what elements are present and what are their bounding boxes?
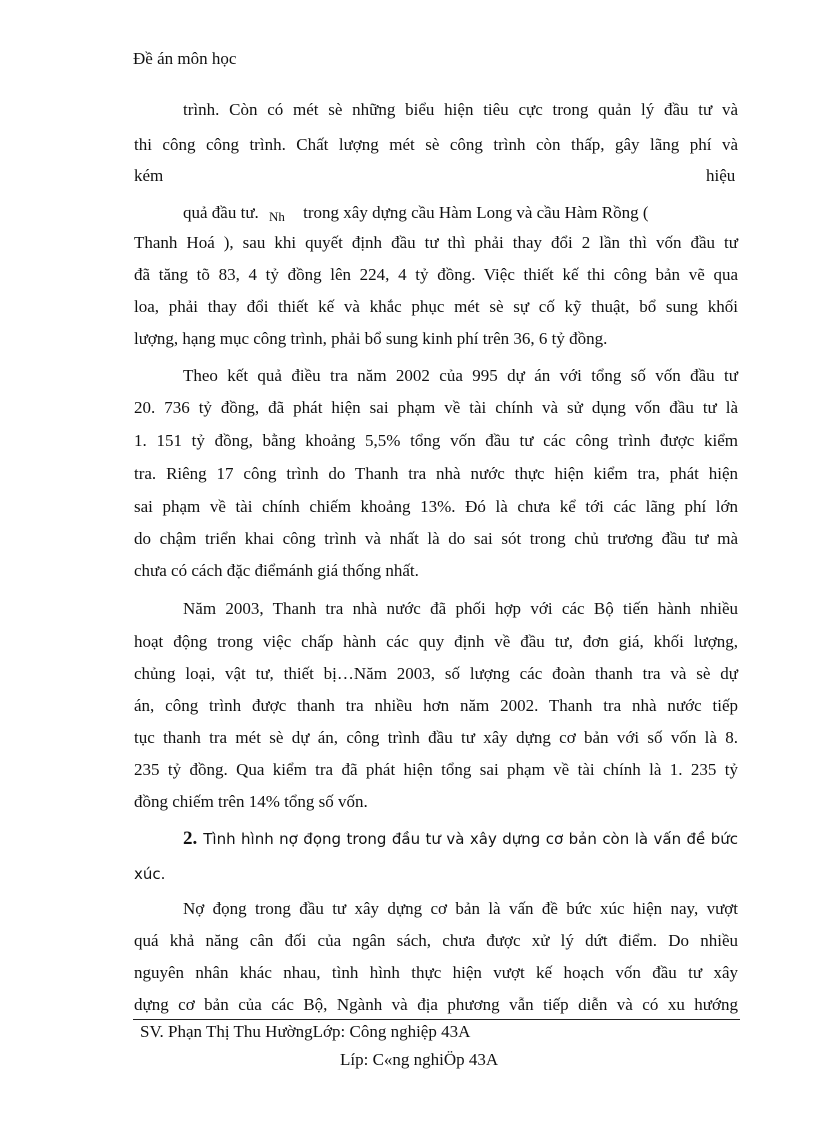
p2-line-7: chưa có cách đặc điểmánh giá thống nhất. [134,561,419,580]
p3-line-6: 235 tỷ đồng. Qua kiểm tra đã phát hiện tổng sai phạm về tài chính là 1. 235 tỷ [134,760,738,779]
p2-line-6: do chậm triển khai công trình và nhất là do sai sót trong chủ trương đầu tư mà [134,529,738,548]
footer-author: SV. Phạn Thị Thu HườngLớp: Công nghiệp 43A [140,1022,471,1041]
p4-line-1: Nợ đọng trong đầu tư xây dựng cơ bản là vấn đề bức xúc hiện nay, vượt [183,899,738,918]
p1-line-4-end: trong xây dựng cầu Hàm Long và cầu Hàm Rồng ( [303,203,649,222]
p1-line-4-fragment: Nh [269,209,285,224]
p3-line-2: hoạt động trong việc chấp hành các quy định về đầu tư, đơn giá, khối lượng, [134,632,738,651]
p3-line-1: Năm 2003, Thanh tra nhà nước đã phối hợp với các Bộ tiến hành nhiều [183,599,738,618]
p3-line-4: án, công trình được thanh tra nhiều hơn năm 2002. Thanh tra nhà nước tiếp [134,696,738,715]
p3-line-5: tục thanh tra mét sè dự án, công trình đầu tư xây dựng cơ bản với số vốn là 8. [134,728,738,747]
p1-line-1: trình. Còn có mét sè những biểu hiện tiêu cực trong quản lý đầu tư và [183,100,738,119]
p1-line-3-left: kém [134,166,164,185]
p3-line-7: đồng chiếm trên 14% tổng số vốn. [134,792,368,811]
footer-class: Líp: C«ng nghiÖp 43A [340,1050,499,1069]
p3-line-3: chủng loại, vật tư, thiết bị…Năm 2003, số lượng các đoàn thanh tra và sè dự [134,664,738,683]
p4-line-4: dựng cơ bản của các Bộ, Ngành và địa phương vẫn tiếp diễn và có xu hướng [134,995,738,1014]
p4-line-3: nguyên nhân khác nhau, tình hình thực hiện vượt kế hoạch vốn đầu tư xây [134,963,738,982]
footer-divider [133,1019,740,1020]
section-heading-text: Tình hình nợ đọng trong đầu tư và xây dựng cơ bản còn là vấn đề bức [203,830,738,848]
page-header: Đề án môn học [133,49,237,68]
p2-line-4: tra. Riêng 17 công trình do Thanh tra nhà nước thực hiện kiểm tra, phát hiện [134,464,738,483]
p1-line-5: Thanh Hoá ), sau khi quyết định đầu tư thì phải thay đổi 2 lần thì vốn đầu tư [134,233,738,252]
p1-line-4 [183,203,649,224]
p2-line-3: 1. 151 tỷ đồng, bằng khoảng 5,5% tổng vốn đầu tư các công trình được kiểm [134,431,738,450]
p1-line-2: thi công công trình. Chất lượng mét sè công trình còn thấp, gây lãng phí và [134,135,738,154]
p1-line-6: đã tăng tõ 83, 4 tỷ đồng lên 224, 4 tỷ đồng. Việc thiết kế thi công bản vẽ qua [134,265,738,284]
p2-line-1: Theo kết quả điều tra năm 2002 của 995 dự án với tổng số vốn đầu tư [183,366,738,385]
p1-line-4-start: quả đầu tư. [183,203,259,222]
section-heading-2 [183,829,738,849]
p2-line-2: 20. 736 tỷ đồng, đã phát hiện sai phạm về tài chính và sử dụng vốn đầu tư là [134,398,738,417]
p4-line-2: quá khả năng cân đối của ngân sách, chưa được xử lý dứt điểm. Do nhiều [134,931,738,950]
p1-line-8: lượng, hạng mục công trình, phải bổ sung kinh phí trên 36, 6 tỷ đồng. [134,329,608,348]
p1-line-3-right: hiệu [706,166,736,185]
section-heading-text-2: xúc. [134,865,166,883]
section-number: 2. [183,828,198,849]
p2-line-5: sai phạm về tài chính chiếm khoảng 13%. Đó là chưa kể tới các lãng phí lớn [134,497,738,516]
p1-line-7: loa, phải thay đổi thiết kế và khắc phục mét sè sự cố kỹ thuật, bổ sung khối [134,297,738,316]
